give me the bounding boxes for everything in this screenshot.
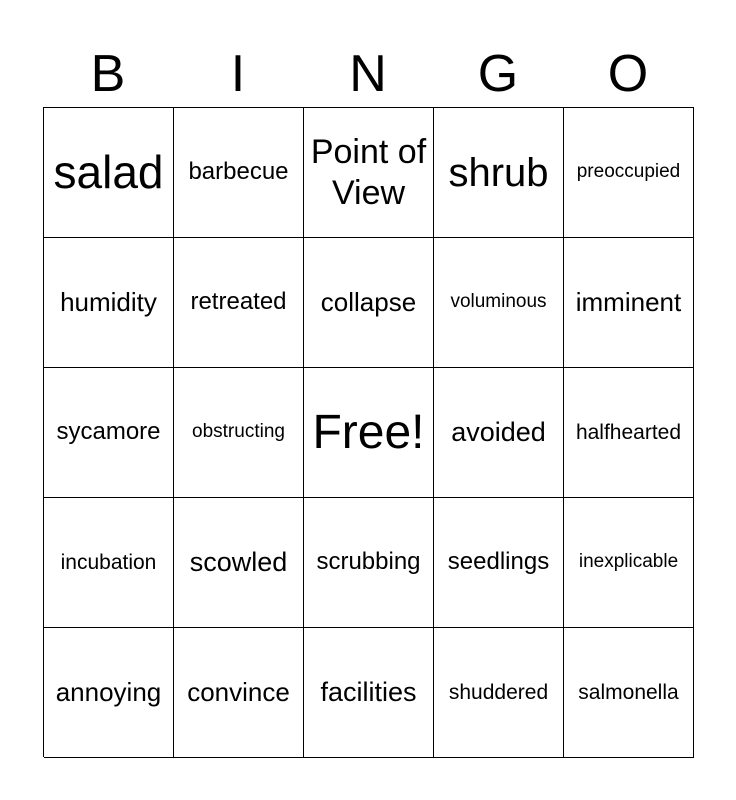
- bingo-cell: obstructing: [174, 368, 304, 498]
- bingo-cell: Point of View: [304, 108, 434, 238]
- bingo-cell: collapse: [304, 238, 434, 368]
- bingo-cell: scrubbing: [304, 498, 434, 628]
- bingo-cell: sycamore: [44, 368, 174, 498]
- bingo-cell: convince: [174, 628, 304, 758]
- bingo-cell: avoided: [434, 368, 564, 498]
- bingo-cell: humidity: [44, 238, 174, 368]
- bingo-cell: salmonella: [564, 628, 694, 758]
- bingo-cell: salad: [44, 108, 174, 238]
- bingo-header: [43, 40, 693, 108]
- bingo-cell: facilities: [304, 628, 434, 758]
- bingo-cell: preoccupied: [564, 108, 694, 238]
- free-space-cell: Free!: [304, 368, 434, 498]
- header-letter-b: B: [90, 45, 126, 103]
- bingo-cell: barbecue: [174, 108, 304, 238]
- bingo-cell: annoying: [44, 628, 174, 758]
- bingo-cell: retreated: [174, 238, 304, 368]
- bingo-cell: shrub: [434, 108, 564, 238]
- bingo-cell: inexplicable: [564, 498, 694, 628]
- header-letter-n: N: [349, 45, 387, 103]
- bingo-cell: scowled: [174, 498, 304, 628]
- bingo-cell: shuddered: [434, 628, 564, 758]
- header-letter-o: O: [607, 45, 649, 103]
- header-letter-i: I: [230, 45, 246, 103]
- bingo-board: [43, 107, 694, 757]
- header-letter-g: G: [477, 45, 519, 103]
- bingo-cell: seedlings: [434, 498, 564, 628]
- bingo-cell: imminent: [564, 238, 694, 368]
- bingo-cell: voluminous: [434, 238, 564, 368]
- bingo-cell: incubation: [44, 498, 174, 628]
- bingo-cell: halfhearted: [564, 368, 694, 498]
